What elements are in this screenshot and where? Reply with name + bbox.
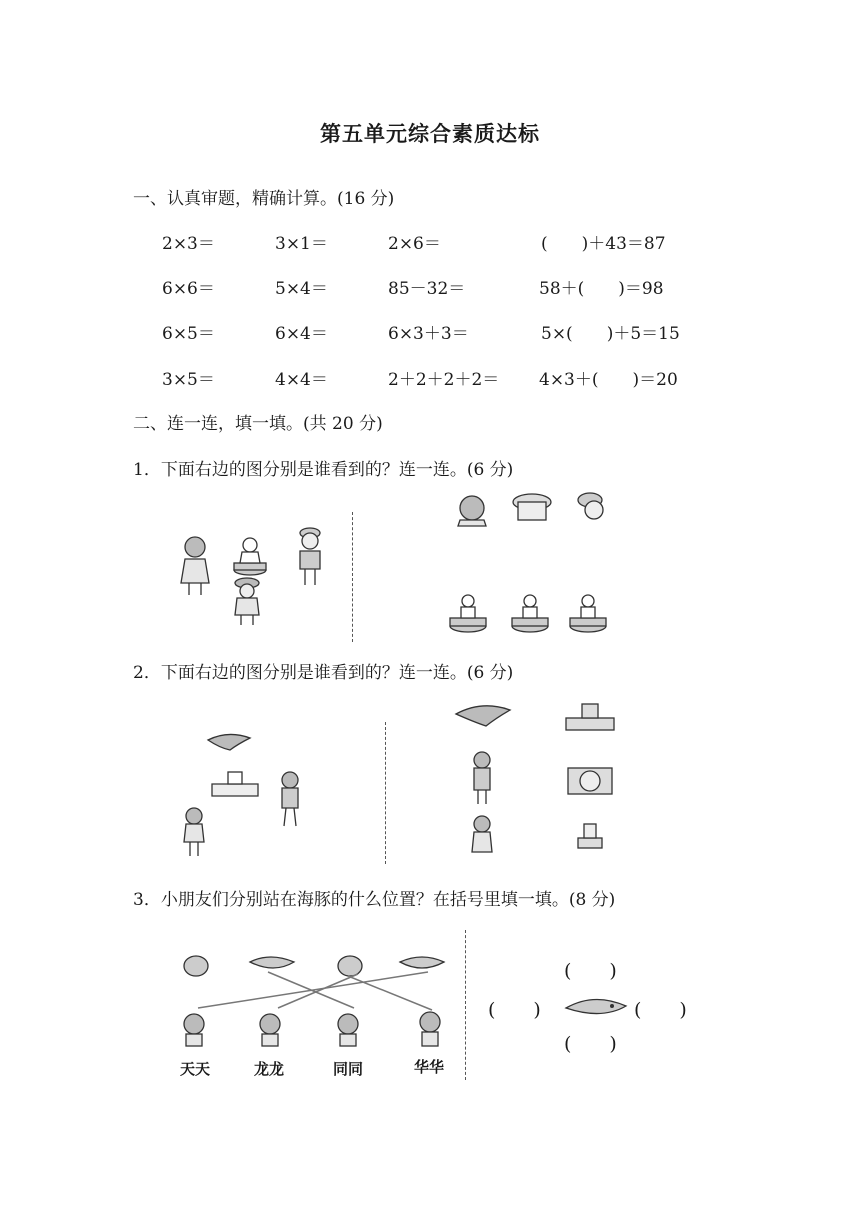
calc-cell: 2×3＝ bbox=[162, 234, 215, 254]
calc-cell: 6×6＝ bbox=[162, 279, 215, 299]
answer-blank-left[interactable]: ( ) bbox=[488, 999, 541, 1021]
q2-view-options[interactable] bbox=[452, 696, 622, 866]
q3-divider bbox=[465, 930, 466, 1080]
dolphin-icon bbox=[562, 992, 632, 1022]
q1-divider bbox=[352, 512, 353, 642]
calc-cell: ( )＋43＝87 bbox=[541, 234, 666, 254]
answer-blank-bottom[interactable]: ( ) bbox=[564, 1033, 617, 1055]
calc-cell: 6×5＝ bbox=[162, 324, 215, 344]
question-3: 3．小朋友们分别站在海豚的什么位置？在括号里填一填。(8 分) bbox=[133, 890, 616, 910]
calc-cell: 4×3＋( )＝20 bbox=[539, 370, 678, 390]
calc-cell: 2×6＝ bbox=[388, 234, 441, 254]
q2-scene-illustration bbox=[180, 726, 320, 866]
q2-divider bbox=[385, 722, 386, 864]
calc-cell: 5×( )＋5＝15 bbox=[541, 324, 680, 344]
child-name: 天天 bbox=[180, 1060, 211, 1078]
calc-cell: 2＋2＋2＋2＝ bbox=[388, 370, 500, 390]
calc-cell: 3×1＝ bbox=[275, 234, 328, 254]
section1-heading: 一、认真审题，精确计算。(16 分) bbox=[133, 189, 395, 209]
q3-dolphin-children-illustration bbox=[178, 948, 458, 1058]
q1-scene-illustration bbox=[175, 525, 345, 635]
page-title: 第五单元综合素质达标 bbox=[320, 121, 540, 146]
section2-heading: 二、连一连，填一填。(共 20 分) bbox=[133, 414, 383, 434]
child-name: 同同 bbox=[333, 1060, 364, 1078]
answer-blank-top[interactable]: ( ) bbox=[564, 960, 617, 982]
calc-cell: 4×4＝ bbox=[275, 370, 328, 390]
child-name: 龙龙 bbox=[254, 1060, 285, 1078]
calc-cell: 6×4＝ bbox=[275, 324, 328, 344]
question-2: 2．下面右边的图分别是谁看到的？连一连。(6 分) bbox=[133, 663, 514, 683]
calc-cell: 3×5＝ bbox=[162, 370, 215, 390]
calc-cell: 85－32＝ bbox=[388, 279, 466, 299]
calc-cell: 6×3＋3＝ bbox=[388, 324, 469, 344]
calc-cell: 58＋( )＝98 bbox=[539, 279, 664, 299]
answer-blank-right[interactable]: ( ) bbox=[634, 999, 687, 1021]
q1-view-options[interactable] bbox=[448, 486, 618, 646]
question-1: 1．下面右边的图分别是谁看到的？连一连。(6 分) bbox=[133, 460, 514, 480]
child-name: 华华 bbox=[414, 1058, 445, 1076]
calc-cell: 5×4＝ bbox=[275, 279, 328, 299]
